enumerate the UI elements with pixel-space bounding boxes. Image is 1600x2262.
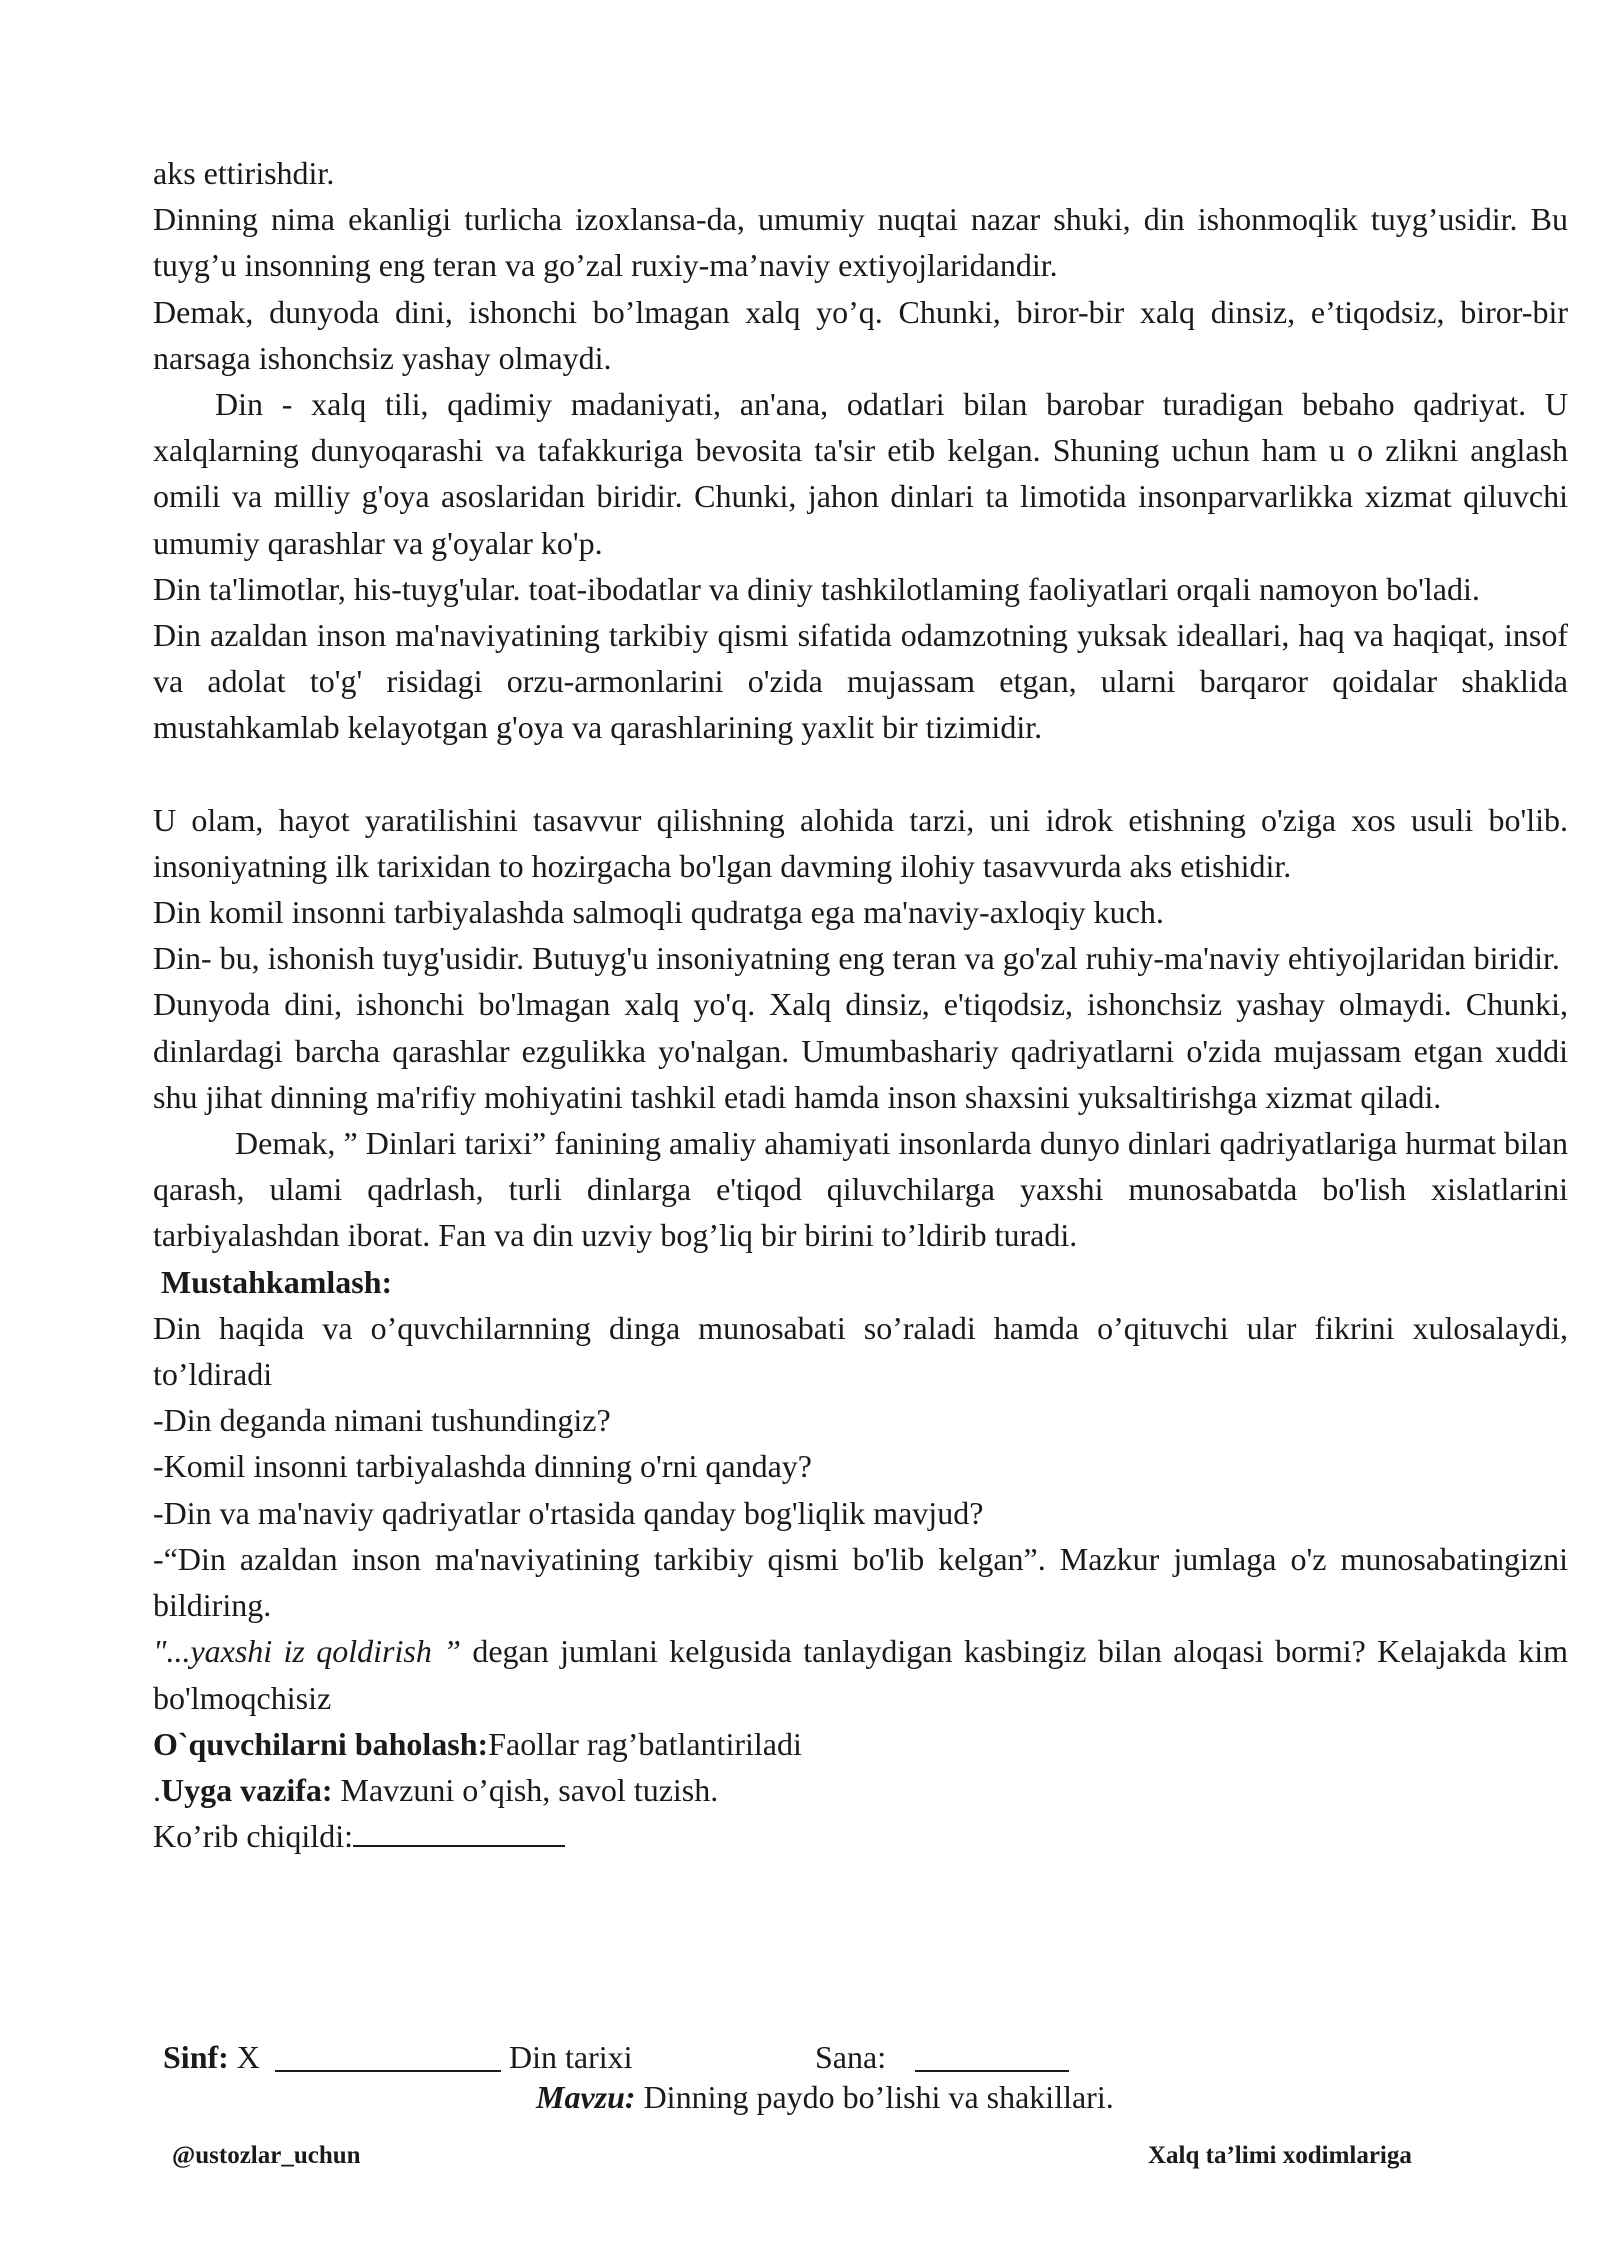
paragraph: Dinning nima ekanligi turlicha izoxlansa-da, umumiy nuqtai nazar shuki, din ishonmoqlik tuyg’usidir. Bu tuyg’u insonning eng teran va go’zal ruxiy-ma’naviy extiyojlaridandir. [153,201,1568,284]
paragraph: Din- bu, ishonish tuyg'usidir. Butuyg'u insoniyatning eng teran va go'zal ruhiy-ma'naviy ehtiyojlaridan biridir. [153,940,1560,977]
question-item: -Komil insonni tarbiyalashda dinning o'rni qanday? [153,1448,812,1485]
document-body [153,150,1568,1859]
homework-line [153,1767,1568,1813]
question-text: degan jumlani kelgusida tanlaydigan kasbingiz bilan aloqasi bormi? Kelajakda kim bo'lmoqchisiz [153,1633,1569,1716]
paragraph: aks ettirishdir. [153,155,335,191]
quote-phrase: "...yaxshi iz qoldirish ” [153,1633,461,1670]
paragraph: Din ta'limotlar, his-tuyg'ular. toat-ibodatlar va diniy tashkilotlaming faoliyatlari orqali namoyon bo'ladi. [153,570,1480,607]
assessment-text: Faollar rag’batlantiriladi [488,1725,802,1762]
class-value: X [236,2039,260,2075]
class-label: Sinf: [163,2039,229,2075]
reviewed-line [153,1813,1568,1859]
paragraph: Din - xalq tili, qadimiy madaniyati, an'ana, odatlari bilan barobar turadigan bebaho qadriyat. U xalqlarning dunyoqarashi va tafakkuriga bevosita ta'sir etib kelgan. Shuning uchun ham u o zlikni anglash omili va milliy g'oya asoslaridan biridir. Chunki, jahon dinlari ta limotida insonparvarlikka xizmat qiluvchi umumiy qarashlar va g'oyalar ko'p. [153,386,1568,561]
paragraph: U olam, hayot yaratilishini tasavvur qilishning alohida tarzi, uni idrok etishning o'ziga xos usuli bo'lib. insoniyatning ilk tarixidan to hozirgacha bo'lgan davming ilohiy tasavvurda aks etishidir. [153,801,1568,884]
paragraph: Dunyoda dini, ishonchi bo'lmagan xalq yo'q. Xalq dinsiz, e'tiqodsiz, ishonchsiz yashay olmaydi. Chunki, dinlardagi barcha qarashlar ezgulikka yo'nalgan. Umumbashariy qadriyatlarni o'zida mujassam etgan xuddi shu jihat dinning ma'rifiy mohiyatini tashkil etadi hamda inson shaxsini yuksaltirishga xizmat qiladi. [153,986,1568,1115]
question-item: -Din deganda nimani tushundingiz? [153,1402,611,1439]
paragraph: Demak, dunyoda dini, ishonchi bo’lmagan xalq yo’q. Chunki, biror-bir xalq dinsiz, e’tiqodsiz, biror-bir narsaga ishonchsiz yashay olmaydi. [153,293,1568,376]
question-item: -“Din azaldan inson ma'naviyatining tarkibiy qismi bo'lib kelgan”. Mazkur jumlaga o'z munosabatingizni bildiring. [153,1540,1568,1624]
question-item: -Din va ma'naviy qadriyatlar o'rtasida qanday bog'liqlik mavjud? [153,1494,984,1531]
homework-prefix: . [153,1771,161,1808]
date-label: Sana: [815,2039,887,2075]
homework-label: Uyga vazifa: [161,1771,333,1808]
assessment-label: O`quvchilarni baholash: [153,1725,489,1762]
topic-label: Mavzu: [536,2079,636,2115]
homework-text: Mavzuni o’qish, savol tuzish. [332,1771,719,1808]
reviewed-blank [353,1817,565,1847]
paragraph: Din azaldan inson ma'naviyatining tarkibiy qismi sifatida odamzotning yuksak ideallari, haq va haqiqat, insof va adolat to'g' risidagi orzu-armonlarini o'zida mujassam etgan, ularni barqaror qoidalar shaklida mustahkamlab kelayotgan g'oya va qarashlarining yaxlit bir tizimidir. [153,617,1568,746]
footer-caption: Xalq ta’limi xodimlariga [1148,2142,1412,2169]
subject-name: Din tarixi [509,2039,633,2075]
question-item [153,1628,1568,1720]
paragraph-gap [153,751,1568,797]
topic-line [536,2074,1114,2120]
reinforcement-heading: Mustahkamlash: [161,1263,393,1300]
paragraph: Din komil insonni tarbiyalashda salmoqli qudratga ega ma'naviy-axloqiy kuch. [153,894,1164,931]
class-blank [275,2034,501,2072]
assessment-line [153,1721,1568,1767]
topic-text: Dinning paydo bo’lishi va shakillari. [643,2079,1114,2115]
reviewed-label: Ko’rib chiqildi: [153,1818,353,1855]
paragraph: Demak, ” Dinlari tarixi” fanining amaliy ahamiyati insonlarda dunyo dinlari qadriyatlariga hurmat bilan qarash, ulami qadrlash, turli dinlarga e'tiqod qiluvchilarga yaxshi munosabatda bo'lish xislatlarini tarbiyalashdan iborat. Fan va din uzviy bog’liq bir birini to’ldirib turadi. [153,1125,1568,1254]
date-blank [915,2034,1069,2072]
reinforcement-intro: Din haqida va o’quvchilarnning dinga munosabati so’raladi hamda o’qituvchi ular fikrini xulosalaydi, to’ldiradi [153,1309,1568,1393]
class-group [163,2034,260,2080]
footer-handle: @ustozlar_uchun [172,2142,361,2169]
